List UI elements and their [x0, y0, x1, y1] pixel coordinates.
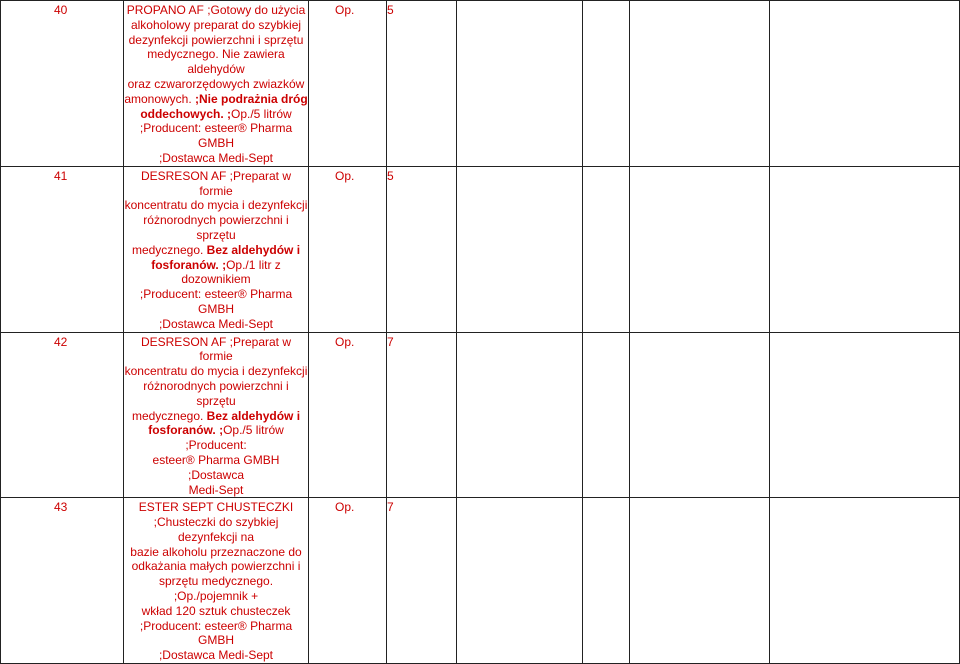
- table-row: [1, 166, 960, 332]
- row-number: 43: [1, 498, 124, 664]
- empty-cell: [630, 166, 770, 332]
- description-line: ;Producent: esteer® Pharma GMBH: [139, 121, 293, 151]
- description-line: bazie alkoholu przeznaczone do: [130, 544, 302, 559]
- description-line: medycznego. Bez aldehydów i: [131, 408, 301, 423]
- description-line: ;Dostawca Medi-Sept: [158, 648, 274, 663]
- table-row: [1, 1, 960, 167]
- description-line: odkażania małych powierzchni i: [131, 559, 301, 574]
- description-line: różnorodnych powierzchni i sprzętu: [143, 213, 289, 242]
- row-number: 41: [1, 166, 124, 332]
- empty-cell: [770, 1, 960, 167]
- empty-cell: [457, 498, 583, 664]
- quantity-cell: 7: [387, 332, 457, 498]
- empty-cell: [770, 498, 960, 664]
- description-line: oraz czwarorzędowych zwiazków: [127, 76, 305, 91]
- description-line: fosforanów. ;Op./1 litr z dozownikiem: [151, 257, 281, 287]
- empty-cell: [630, 332, 770, 498]
- empty-cell: [457, 166, 583, 332]
- description-line: DESRESON AF ;Preparat w formie: [140, 168, 292, 198]
- empty-cell: [583, 332, 630, 498]
- row-number: 42: [1, 332, 124, 498]
- unit-cell: Op.: [309, 166, 387, 332]
- description-line: ;Dostawca Medi-Sept: [158, 150, 274, 165]
- empty-cell: [770, 166, 960, 332]
- description-line: oddechowych. ;Op./5 litrów: [140, 106, 292, 121]
- empty-cell: [770, 332, 960, 498]
- empty-cell: [630, 1, 770, 167]
- empty-cell: [583, 498, 630, 664]
- quantity-cell: 7: [387, 498, 457, 664]
- description-line: esteer® Pharma GMBH ;Dostawca: [152, 452, 280, 482]
- description-line: fosforanów. ;Op./5 litrów ;Producent:: [148, 423, 284, 453]
- description-line: amonowych. ;Nie podrażnia dróg: [124, 91, 308, 106]
- empty-cell: [583, 166, 630, 332]
- description-line: koncentratu do mycia i dezynfekcji: [124, 364, 308, 379]
- quantity-cell: 5: [387, 166, 457, 332]
- product-description: [124, 332, 309, 498]
- quantity-cell: 5: [387, 1, 457, 167]
- empty-cell: [457, 1, 583, 167]
- unit-cell: Op.: [309, 498, 387, 664]
- description-line: medycznego. Bez aldehydów i: [131, 242, 301, 257]
- description-line: ;Producent: esteer® Pharma GMBH: [139, 287, 293, 316]
- description-line: dezynfekcji powierzchni i sprzętu: [128, 32, 304, 47]
- description-line: DESRESON AF ;Preparat w formie: [140, 334, 292, 364]
- product-description: [124, 166, 309, 332]
- description-line: medycznego. Nie zawiera aldehydów: [147, 47, 285, 77]
- description-line: wkład 120 sztuk chusteczek: [141, 603, 291, 618]
- description-line: ;Producent: esteer® Pharma GMBH: [139, 618, 293, 648]
- description-line: ESTER SEPT CHUSTECZKI: [138, 500, 294, 515]
- unit-cell: Op.: [309, 1, 387, 167]
- unit-cell: Op.: [309, 332, 387, 498]
- product-description: [124, 1, 309, 167]
- empty-cell: [457, 332, 583, 498]
- description-line: różnorodnych powierzchni i sprzętu: [143, 378, 289, 408]
- description-line: ;Dostawca Medi-Sept: [158, 316, 274, 331]
- product-description: [124, 498, 309, 664]
- empty-cell: [583, 1, 630, 167]
- table-row: [1, 332, 960, 498]
- description-line: alkoholowy preparat do szybkiej: [130, 17, 302, 32]
- description-line: Medi-Sept: [188, 482, 244, 497]
- description-line: ;Chusteczki do szybkiej dezynfekcji na: [153, 515, 279, 544]
- description-line: koncentratu do mycia i dezynfekcji: [124, 198, 308, 213]
- row-number: 40: [1, 1, 124, 167]
- description-line: sprzętu medycznego. ;Op./pojemnik +: [158, 574, 274, 604]
- description-line: PROPANO AF ;Gotowy do użycia: [126, 3, 306, 17]
- empty-cell: [630, 498, 770, 664]
- table-row: [1, 498, 960, 664]
